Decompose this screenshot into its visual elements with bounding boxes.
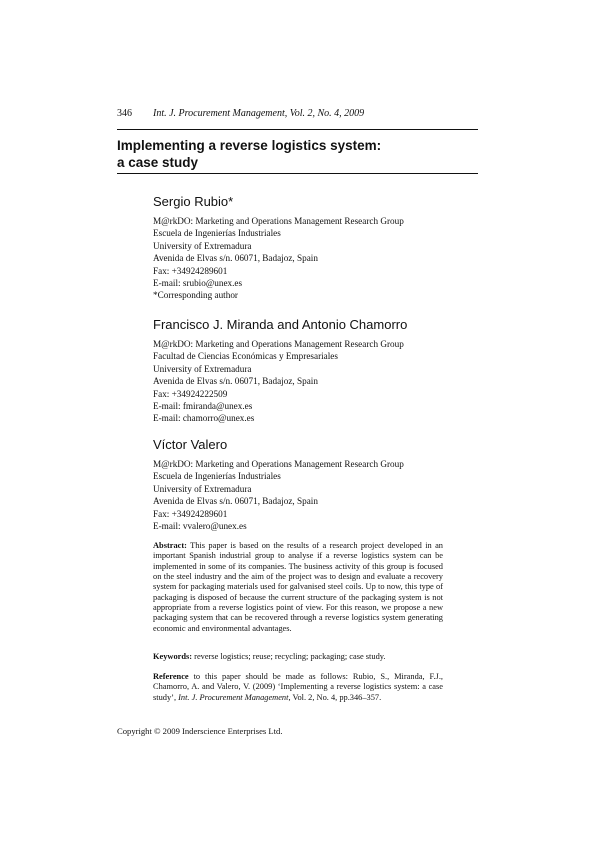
- author-affiliation: [153, 215, 453, 302]
- affiliation-line: E-mail: srubio@unex.es: [153, 278, 243, 289]
- page-number: 346: [117, 108, 132, 119]
- affiliation-line: Fax: +34924222509: [153, 388, 228, 399]
- author-block-2: [153, 317, 453, 425]
- title-rule-top: [117, 129, 478, 130]
- affiliation-line: Escuela de Ingenierías Industriales: [153, 471, 281, 482]
- reference-volume: , Vol. 2, No. 4, pp.346–357.: [288, 692, 382, 702]
- affiliation-line: Avenida de Elvas s/n. 06071, Badajoz, Spain: [153, 253, 318, 264]
- author-block-3: [153, 437, 453, 532]
- author-name: Francisco J. Miranda and Antonio Chamorro: [153, 317, 408, 332]
- affiliation-line: M@rkDO: Marketing and Operations Management Research Group: [153, 339, 404, 349]
- title-line-1: Implementing a reverse logistics system:: [117, 138, 382, 153]
- affiliation-line: University of Extremadura: [153, 363, 252, 374]
- abstract: [153, 541, 443, 634]
- abstract-label: Abstract:: [153, 541, 187, 550]
- paper-title: [117, 137, 478, 171]
- affiliation-line: E-mail: fmiranda@unex.es: [153, 401, 253, 412]
- affiliation-line: *Corresponding author: [153, 290, 238, 301]
- affiliation-line: University of Extremadura: [153, 483, 252, 494]
- reference-text: to this paper should be made as follows: Rubio, S., Miranda, F.J., Chamorro, A. and Valero, V. (2009) ‘Implementing a reverse logistics system: a case study’,: [153, 672, 444, 702]
- affiliation-line: M@rkDO: Marketing and Operations Management Research Group: [153, 459, 404, 469]
- author-affiliation: [153, 458, 453, 532]
- affiliation-line: Facultad de Ciencias Económicas y Empresariales: [153, 351, 338, 362]
- author-name: Sergio Rubio*: [153, 194, 234, 209]
- keywords: [153, 652, 443, 662]
- author-block-1: [153, 194, 453, 302]
- affiliation-line: Avenida de Elvas s/n. 06071, Badajoz, Spain: [153, 376, 318, 387]
- author-name: Víctor Valero: [153, 437, 228, 452]
- keywords-label: Keywords:: [153, 652, 193, 661]
- author-affiliation: [153, 338, 453, 425]
- running-header: [117, 108, 364, 119]
- affiliation-line: University of Extremadura: [153, 240, 252, 251]
- abstract-text: This paper is based on the results of a research project developed in an important Spanish industrial group to analyse if a reverse logistics system can be implemented in some of its companies. The business activity of this group is focused on the steel industry and the aim of the project was to design and evaluate a recovery system for packaging materials used for galvanised steel coils. Up to now, this type of packaging is disposed of because the current structure of the packaging system is not appropriate from a reverse logistics point of view. For this reason, we propose a new packaging system that can be recovered through a reverse logistics system generating economic and environmental advantages.: [153, 541, 443, 633]
- affiliation-line: Fax: +34924289601: [153, 265, 228, 276]
- reference-note: [153, 672, 443, 703]
- copyright-notice: Copyright © 2009 Inderscience Enterprises Ltd.: [117, 726, 283, 736]
- affiliation-line: Avenida de Elvas s/n. 06071, Badajoz, Spain: [153, 496, 318, 507]
- affiliation-line: E-mail: vvalero@unex.es: [153, 521, 247, 532]
- affiliation-line: M@rkDO: Marketing and Operations Management Research Group: [153, 216, 404, 226]
- title-rule-bottom: [117, 173, 478, 174]
- affiliation-line: Escuela de Ingenierías Industriales: [153, 228, 281, 239]
- reference-label: Reference: [153, 672, 189, 681]
- reference-journal: Int. J. Procurement Management: [178, 692, 289, 702]
- keywords-text: reverse logistics; reuse; recycling; packaging; case study.: [194, 652, 386, 661]
- journal-citation: Int. J. Procurement Management, Vol. 2, No. 4, 2009: [153, 108, 365, 119]
- affiliation-line: Fax: +34924289601: [153, 508, 228, 519]
- title-line-2: a case study: [117, 155, 199, 170]
- affiliation-line: E-mail: chamorro@unex.es: [153, 413, 255, 424]
